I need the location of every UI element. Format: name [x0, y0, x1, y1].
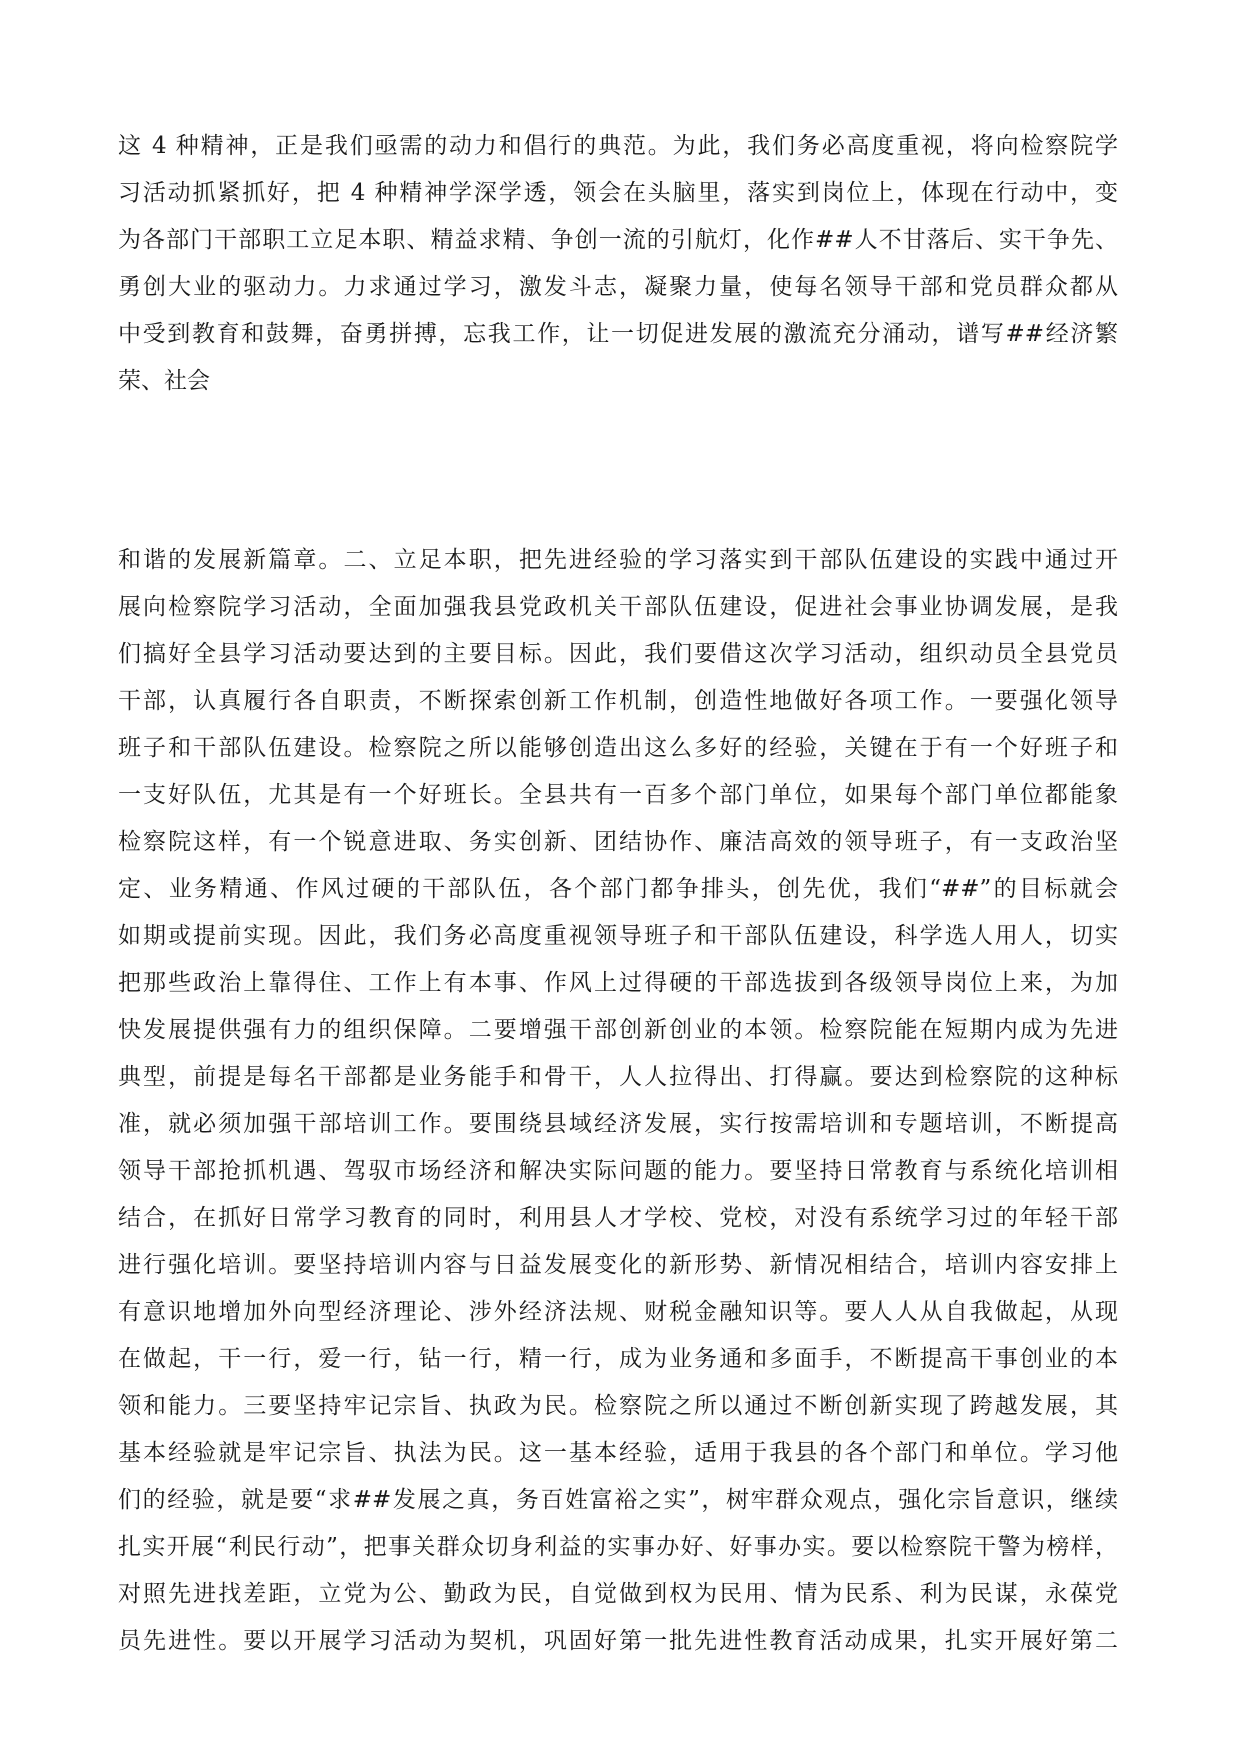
text-line: 基本经验就是牢记宗旨、执法为民。这一基本经验，适用于我县的各个部门和单位。学习他	[118, 1440, 1118, 1466]
text-line: 把那些政治上靠得住、工作上有本事、作风上过得硬的干部选拔到各级领导岗位上来，为加	[118, 970, 1118, 996]
text-line: 如期或提前实现。因此，我们务必高度重视领导班子和干部队伍建设，科学选人用人，切实	[118, 923, 1118, 949]
text-line: 习活动抓紧抓好，把 4 种精神学深学透，领会在头脑里，落实到岗位上，体现在行动中，变	[118, 180, 1118, 206]
text-line: 在做起，干一行，爱一行，钻一行，精一行，成为业务通和多面手，不断提高干事创业的本	[118, 1346, 1118, 1372]
text-line: 典型，前提是每名干部都是业务能手和骨干，人人拉得出、打得赢。要达到检察院的这种标	[118, 1064, 1118, 1090]
text-line: 一支好队伍，尤其是有一个好班长。全县共有一百多个部门单位，如果每个部门单位都能象	[118, 782, 1118, 808]
text-line: 扎实开展“利民行动”，把事关群众切身利益的实事办好、好事办实。要以检察院干警为榜样，	[118, 1534, 1118, 1560]
text-line: 进行强化培训。要坚持培训内容与日益发展变化的新形势、新情况相结合，培训内容安排上	[118, 1252, 1118, 1278]
text-line: 展向检察院学习活动，全面加强我县党政机关干部队伍建设，促进社会事业协调发展，是我	[118, 594, 1118, 620]
text-line: 准，就必须加强干部培训工作。要围绕县域经济发展，实行按需培训和专题培训，不断提高	[118, 1111, 1118, 1137]
paragraph-2	[118, 537, 1118, 1665]
text-line: 们搞好全县学习活动要达到的主要目标。因此，我们要借这次学习活动，组织动员全县党员	[118, 641, 1118, 667]
text-line: 这 4 种精神，正是我们亟需的动力和倡行的典范。为此，我们务必高度重视，将向检察院学	[118, 133, 1118, 159]
text-line: 定、业务精通、作风过硬的干部队伍，各个部门都争排头，创先优，我们“##”的目标就会	[118, 876, 1118, 902]
text-line: 中受到教育和鼓舞，奋勇拼搏，忘我工作，让一切促进发展的激流充分涌动，谱写##经济繁	[118, 321, 1118, 347]
text-line: 们的经验，就是要“求##发展之真，务百姓富裕之实”，树牢群众观点，强化宗旨意识，继续	[118, 1487, 1118, 1513]
text-line: 干部，认真履行各自职责，不断探索创新工作机制，创造性地做好各项工作。一要强化领导	[118, 688, 1118, 714]
text-line-tail: 荣、社会	[118, 368, 210, 394]
text-line: 对照先进找差距，立党为公、勤政为民，自觉做到权为民用、情为民系、利为民谋，永葆党	[118, 1581, 1118, 1607]
text-line: 快发展提供强有力的组织保障。二要增强干部创新创业的本领。检察院能在短期内成为先进	[118, 1017, 1118, 1043]
text-line: 勇创大业的驱动力。力求通过学习，激发斗志，凝聚力量，使每名领导干部和党员群众都从	[118, 274, 1118, 300]
text-line: 领导干部抢抓机遇、驾驭市场经济和解决实际问题的能力。要坚持日常教育与系统化培训相	[118, 1158, 1118, 1184]
text-line: 员先进性。要以开展学习活动为契机，巩固好第一批先进性教育活动成果，扎实开展好第二	[118, 1628, 1118, 1654]
text-line: 和谐的发展新篇章。二、立足本职，把先进经验的学习落实到干部队伍建设的实践中通过开	[118, 547, 1118, 573]
text-line: 有意识地增加外向型经济理论、涉外经济法规、财税金融知识等。要人人从自我做起，从现	[118, 1299, 1118, 1325]
text-line: 检察院这样，有一个锐意进取、务实创新、团结协作、廉洁高效的领导班子，有一支政治坚	[118, 829, 1118, 855]
paragraph-1	[118, 123, 1118, 405]
text-line: 班子和干部队伍建设。检察院之所以能够创造出这么多好的经验，关键在于有一个好班子和	[118, 735, 1118, 761]
text-line: 为各部门干部职工立足本职、精益求精、争创一流的引航灯，化作##人不甘落后、实干争先、	[118, 227, 1118, 253]
text-line: 领和能力。三要坚持牢记宗旨、执政为民。检察院之所以通过不断创新实现了跨越发展，其	[118, 1393, 1118, 1419]
text-line: 结合，在抓好日常学习教育的同时，利用县人才学校、党校，对没有系统学习过的年轻干部	[118, 1205, 1118, 1231]
